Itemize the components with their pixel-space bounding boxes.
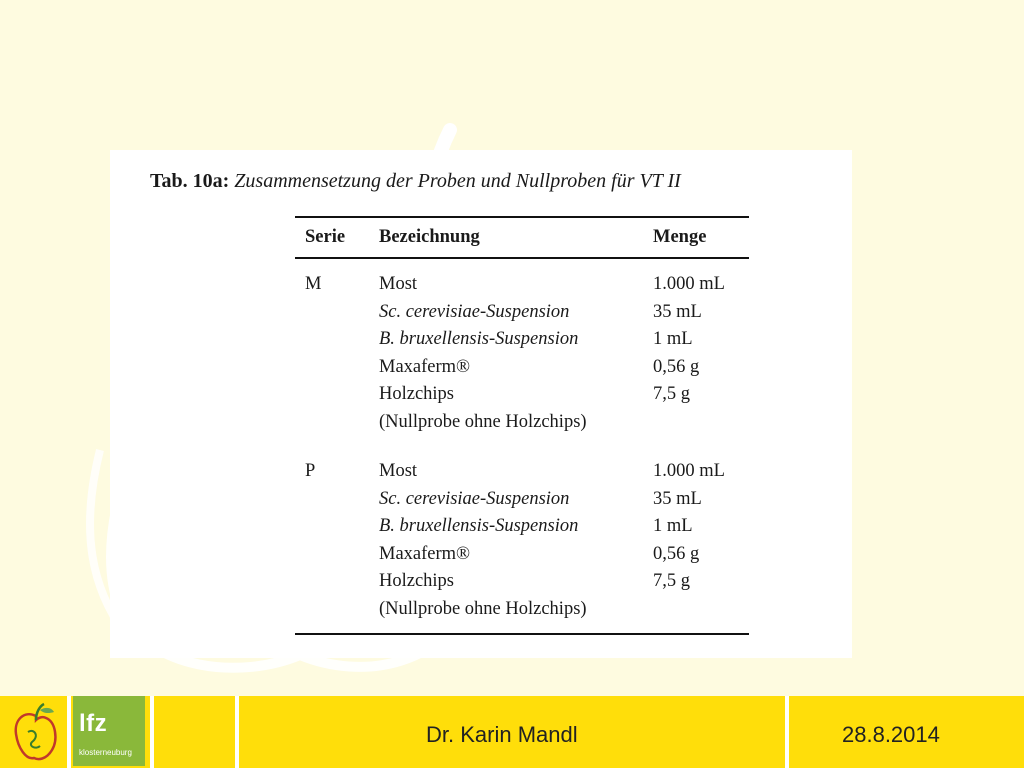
cell-bezeichnung: Maxaferm® xyxy=(379,543,471,564)
cell-serie xyxy=(295,381,369,409)
cell-menge: 35 mL xyxy=(653,488,702,509)
table-row xyxy=(295,541,749,569)
cell-menge: 7,5 g xyxy=(653,384,690,404)
cell-serie xyxy=(295,409,369,447)
header-menge: Menge xyxy=(643,217,749,258)
footer-divider xyxy=(235,696,239,768)
table-row xyxy=(295,513,749,541)
cell-bezeichnung: (Nullprobe ohne Holzchips) xyxy=(379,411,587,432)
cell-bezeichnung: Most xyxy=(379,274,418,294)
table-caption xyxy=(150,170,681,193)
cell-menge: 1.000 mL xyxy=(653,274,725,294)
table-figure xyxy=(110,150,852,658)
footer-date: 28.8.2014 xyxy=(842,722,940,747)
caption-text: Zusammensetzung der Proben und Nullproben für VT II xyxy=(234,170,681,192)
cell-serie xyxy=(295,568,369,596)
cell-menge: 1.000 mL xyxy=(653,461,725,481)
table-row xyxy=(295,326,749,354)
table-row xyxy=(295,354,749,382)
cell-bezeichnung: Sc. cerevisiae-Suspension xyxy=(379,301,570,322)
cell-serie: P xyxy=(305,461,316,481)
table-row xyxy=(295,596,749,635)
cell-menge: 1 mL xyxy=(653,516,693,536)
footer-divider xyxy=(67,696,71,768)
cell-menge: 1 mL xyxy=(653,329,693,349)
cell-bezeichnung: B. bruxellensis-Suspension xyxy=(379,329,579,349)
cell-serie xyxy=(295,513,369,541)
cell-serie: M xyxy=(305,274,322,294)
footer-divider xyxy=(785,696,789,768)
cell-bezeichnung: Sc. cerevisiae-Suspension xyxy=(379,488,570,509)
composition-table xyxy=(295,216,749,635)
caption-label: Tab. 10a: xyxy=(150,170,230,192)
table-row xyxy=(295,299,749,327)
table-header-row xyxy=(295,217,749,258)
table-row xyxy=(295,381,749,409)
cell-menge xyxy=(643,409,749,447)
cell-serie xyxy=(295,541,369,569)
cell-bezeichnung: Holzchips xyxy=(379,571,455,591)
cell-bezeichnung: Holzchips xyxy=(379,384,455,404)
cell-menge: 7,5 g xyxy=(653,571,690,591)
cell-bezeichnung: Maxaferm® xyxy=(379,356,471,377)
footer-bar xyxy=(0,696,1024,768)
logo-subtext: klosterneuburg xyxy=(79,748,132,757)
cell-serie xyxy=(295,326,369,354)
logo-text: lfz xyxy=(79,710,108,737)
cell-bezeichnung: (Nullprobe ohne Holzchips) xyxy=(369,596,643,635)
footer-divider xyxy=(150,696,154,768)
cell-bezeichnung: Most xyxy=(379,461,418,481)
table-row xyxy=(295,486,749,514)
header-serie: Serie xyxy=(295,217,369,258)
apple-logo-icon xyxy=(10,702,62,764)
lfz-logo xyxy=(73,696,145,766)
cell-menge: 35 mL xyxy=(653,301,702,322)
cell-serie xyxy=(295,486,369,514)
cell-serie xyxy=(295,354,369,382)
cell-serie xyxy=(295,596,369,635)
cell-menge: 0,56 g xyxy=(653,356,700,377)
table-row xyxy=(295,446,749,486)
table-row xyxy=(295,409,749,447)
cell-menge xyxy=(643,596,749,635)
cell-bezeichnung: B. bruxellensis-Suspension xyxy=(379,516,579,536)
table-row xyxy=(295,258,749,299)
table-body xyxy=(295,258,749,634)
header-bezeichnung: Bezeichnung xyxy=(369,217,643,258)
cell-menge: 0,56 g xyxy=(653,543,700,564)
table-row xyxy=(295,568,749,596)
footer-author: Dr. Karin Mandl xyxy=(426,722,578,747)
cell-serie xyxy=(295,299,369,327)
